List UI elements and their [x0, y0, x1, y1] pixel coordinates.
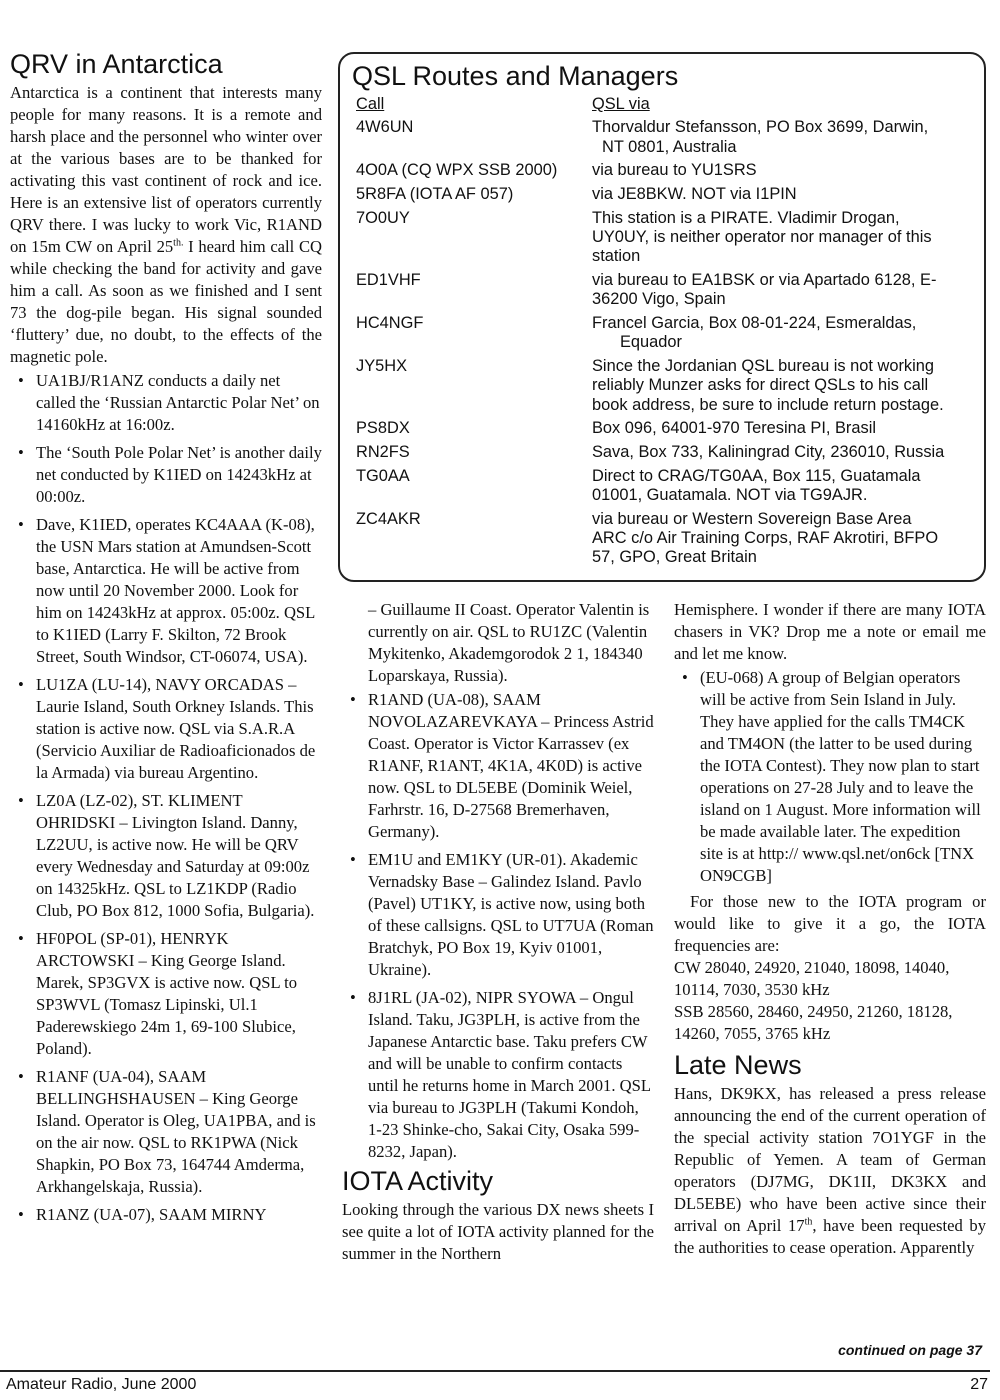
intro-paragraph: Antarctica is a continent that interests many people for many reasons. It is a remote and harsh place and the personnel who winter over at the various bases are to be thanked for activating this vast continent of rock and ice. Here is an extensive list of operators currently QRV there. I was lucky to work Vic, R1AND on 15m CW on April $25^{th.}$ I heard him call CQ while checking the band for activity and gave him a call. As soon as we finished and I sent 73 the dog-pile began. His signal sounded ‘fluttery’ due, no doubt, to the effects of the magnetic pole. [10, 83, 322, 366]
table-row: HC4NGF Francel Garcia, Box 08-01-224, Esmeraldas, Equador [356, 314, 917, 352]
col-call-header: Call [356, 95, 385, 113]
table-row: TG0AA Direct to CRAG/TG0AA, Box 115, Guatamala 01001, Guatamala. NOT via TG9AJR. [356, 466, 921, 504]
list-item: • 8J1RL (JA-02), NIPR SYOWA – Ongul Island. Taku, JG3PLH, is active from the Japanese Antarctic base. Taku prefers CW and will be unable to confirm contacts until he returns home in March 2001. QSL via bureau to JG3PLH (Takumi Kondoh, 1-23 Shinke-cho, Sakai City, Osaka 599-8232, Japan). [342, 987, 654, 1163]
call-cell: 5R8FA (IOTA AF 057) [356, 185, 514, 204]
call-cell: 4O0A (CQ WPX SSB 2000) [356, 161, 558, 180]
call-cell: HC4NGF [356, 314, 424, 333]
list-item: • R1AND (UA-08), SAAM NOVOLAZAREVKAYA – Princess Astrid Coast. Operator is Victor Karrassev (ex R1ANF, R1ANT, 4K1A, 4K0D) is active now. QSL to DL5EBE (Dominik Weiel, Farhrstr. 16, D-27568 Bremerhaven, Germany). [342, 689, 654, 843]
left-column [10, 48, 322, 1228]
late-news-heading: Late News [674, 1050, 802, 1080]
qsl-routes-box [338, 52, 986, 582]
list-item: • LZ0A (LZ-02), ST. KLIMENT OHRIDSKI – Livington Island. Danny, LZ2UU, is active now. He will be QRV every Wednesday and Saturday at 09:00z on 14325kHz. QSL to LZ1KDP (Radio Club, PO Box 812, 1000 Sofia, Bulgaria). [10, 790, 322, 922]
call-cell: ZC4AKR [356, 509, 421, 528]
iota-heading: IOTA Activity [342, 1166, 494, 1196]
list-item: • The ‘South Pole Polar Net’ is another daily net conducted by K1IED on 14243kHz at 00:00z. [10, 442, 322, 508]
right-column [674, 599, 986, 1259]
page-number: 27 [970, 1376, 988, 1393]
call-cell: TG0AA [356, 466, 410, 485]
table-row: PS8DX Box 096, 64001-970 Teresina PI, Brasil [356, 419, 876, 438]
footer-divider [0, 1370, 990, 1372]
list-item: • R1ANF (UA-04), SAAM BELLINGHSHAUSEN – King George Island. Operator is Oleg, UA1PBA, and is on the air now. QSL to RK1PWA (Nick Shapkin, PO Box 73, 164744 Amderma, Arkhangelskaja, Russia). [10, 1066, 322, 1198]
late-news-paragraph: Hans, DK9KX, has released a press release announcing the end of the current operation of the special activity station 7O1YGF in the Republic of Yemen. A team of German operators (DJ7MG, DK1II, DK3KX and DL5EBE) who have been active since their arrival on April 17th, have been requested by the authorities to cease operation. Apparently [674, 1084, 986, 1257]
list-item: • EM1U and EM1KY (UR-01). Akademic Vernadsky Base – Galindez Island. Pavlo (Pavel) UT1KY, is active now, using both of these callsigns. QSL to UT7UA (Roman Bratchyk, PO Box 19, Kyiv 01001, Ukraine). [342, 849, 654, 981]
table-row: 4O0A (CQ WPX SSB 2000) via bureau to YU1SRS [356, 161, 757, 180]
continued-note: continued on page 37 [838, 1342, 982, 1358]
station-list [10, 370, 322, 1226]
continued-paragraph: Hemisphere. I wonder if there are many IOTA chasers in VK? Drop me a note or email me and let me know. [674, 600, 986, 663]
table-row: ED1VHF via bureau to EA1BSK or via Apartado 6128, E- 36200 Vigo, Spain [356, 271, 937, 309]
list-item: • Dave, K1IED, operates KC4AAA (K-08), the USN Mars station at Amundsen-Scott base, Antarctica. He will be active from now until 20 November 2000. Look for him on 14243kHz at approx. 05:00z. QSL to K1IED (Larry F. Skilton, 72 Brook Street, South Windsor, CT-06074, USA). [10, 514, 322, 668]
table-row: 7O0UY This station is a PIRATE. Vladimir Drogan, UY0UY, is neither operator nor manager of this station [356, 208, 932, 266]
article-title: QRV in Antarctica [10, 49, 223, 79]
table-row: ZC4AKR via bureau or Western Sovereign Base Area ARC c/o Air Training Corps, RAF Akrotiri, BFPO 57, GPO, Great Britain [356, 509, 939, 567]
ssb-frequencies: SSB 28560, 28460, 24950, 21260, 18128, 14260, 7055, 3765 kHz [674, 1002, 953, 1043]
continued-paragraph: – Guillaume II Coast. Operator Valentin is currently on air. QSL to RU1ZC (Valentin Mykitenko, Akademgorodok 2 1, 184340 Loparskaya, Russia). [368, 600, 650, 685]
station-list-continued [342, 689, 654, 1163]
qsl-box-title: QSL Routes and Managers [352, 61, 679, 91]
call-cell: ED1VHF [356, 271, 421, 290]
list-item: • HF0POL (SP-01), HENRYK ARCTOWSKI – King George Island. Marek, SP3GVX is active now. QSL to SP3WVL (Tomasz Lipinski, Ul.1 Paderewskiego 24m 1, 69-100 Slubice, Poland). [10, 928, 322, 1060]
call-cell: JY5HX [356, 357, 408, 375]
table-row: RN2FS Sava, Box 733, Kaliningrad City, 236010, Russia [356, 442, 945, 461]
list-item: • UA1BJ/R1ANZ conducts a daily net called the ‘Russian Antarctic Polar Net’ on 14160kHz at 16:00z. [10, 370, 322, 436]
list-item: • LU1ZA (LU-14), NAVY ORCADAS – Laurie Island, South Orkney Islands. This station is active now. QSL via S.A.R.A (Servicio Auxiliar de Radioaficionados de la Armada) via bureau Argentino. [10, 674, 322, 784]
middle-column [342, 599, 654, 1265]
table-row: 5R8FA (IOTA AF 057) via JE8BKW. NOT via I1PIN [356, 185, 797, 204]
call-cell: 4W6UN [356, 118, 414, 137]
qsl-table-header [356, 94, 984, 114]
iota-list [674, 667, 986, 887]
call-cell: RN2FS [356, 442, 410, 461]
iota-paragraph: Looking through the various DX news sheets I see quite a lot of IOTA activity planned for the summer in the Northern [342, 1200, 654, 1263]
table-row: 4W6UN Thorvaldur Stefansson, PO Box 3699, Darwin, NT 0801, Australia [356, 118, 929, 156]
footer-publication: Amateur Radio, June 2000 [6, 1376, 197, 1393]
list-item: • R1ANZ (UA-07), SAAM MIRNY [10, 1204, 322, 1226]
table-row: JY5HX Since the Jordanian QSL bureau is not working reliably Munzer asks for direct QSLs to his call book address, be sure to include return postage. [356, 357, 944, 414]
freq-intro: For those new to the IOTA program or would like to give it a go, the IOTA frequencies are: [674, 892, 986, 955]
cw-frequencies: CW 28040, 24920, 21040, 18098, 14040, 10114, 7030, 3530 kHz [674, 958, 950, 999]
call-cell: 7O0UY [356, 208, 410, 227]
col-via-header: QSL via [592, 95, 650, 113]
call-cell: PS8DX [356, 419, 410, 438]
list-item: • (EU-068) A group of Belgian operators will be active from Sein Island in July. They have applied for the calls TM4CK and TM4ON (the latter to be used during the IOTA Contest). They now plan to start operations on 27-28 July and to leave the island on 1 August. More information will be made available later. The expedition site is at http:// www.qsl.net/on6ck [TNX ON9CGB] [674, 667, 986, 887]
